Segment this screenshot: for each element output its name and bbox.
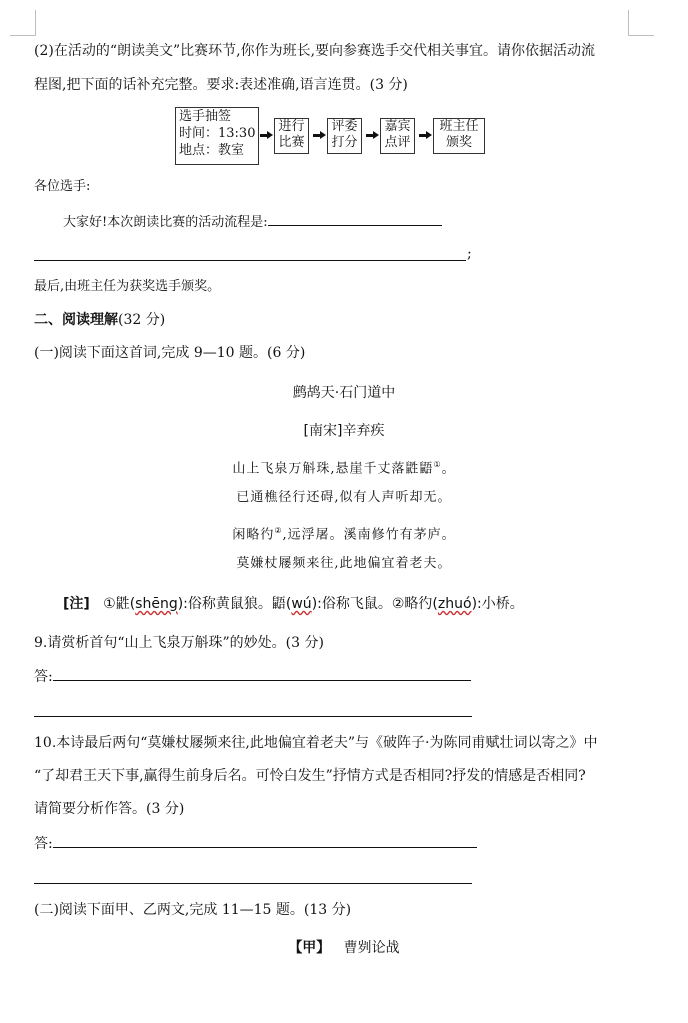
note-label: [注]: [63, 596, 90, 612]
flow-box-line: 进行: [278, 119, 305, 134]
q10-answer: [34, 833, 477, 854]
flow-box-draw-lots: [175, 107, 259, 165]
flow-box-line: 点评: [384, 135, 411, 150]
answer-blank[interactable]: [53, 833, 477, 848]
q10-question-line3: 请简要分析作答。(3 分): [34, 801, 185, 817]
q9-answer: [34, 666, 471, 687]
poem-author: [南宋]辛弃疾: [303, 423, 385, 439]
q2-instruction-line2: 程图,把下面的话补充完整。要求:表述准确,语言连贯。(3 分): [34, 77, 408, 93]
speech-intro: 大家好!本次朗读比赛的活动流程是:: [63, 215, 268, 230]
flow-box-line: 嘉宾: [384, 119, 411, 134]
flow-box-line: 颁奖: [445, 135, 472, 150]
poem-line-text: 山上飞泉万斛珠,悬崖千丈落鼪鼯: [232, 461, 434, 477]
answer-blank[interactable]: [268, 211, 442, 226]
flow-box-line: 时间：13:30: [179, 126, 256, 141]
section-heading: [34, 310, 165, 330]
passage-title-text: 曹刿论战: [343, 940, 400, 956]
poem-line: [0, 455, 688, 479]
poem-note: [63, 594, 524, 614]
q2-instruction-line1: (2)在活动的“朗读美文”比赛环节,你作为班长,要向参赛选手交代相关事宜。请你依据活动流: [34, 43, 596, 59]
part2-instruction: (二)阅读下面甲、乙两文,完成 11—15 题。(13 分): [34, 902, 352, 918]
note-pinyin: shēng: [135, 596, 178, 612]
speech-closing: 最后,由班主任为获奖选手颁奖。: [34, 279, 221, 294]
flow-arrow-icon: [260, 132, 272, 138]
poem-line-tail: 。: [441, 461, 456, 477]
note-text: ):俗称飞鼠。②略彴(: [311, 596, 438, 612]
note-text: ):小桥。: [471, 596, 524, 612]
page-corner-mark-left: [10, 10, 36, 36]
footnote-marker: ①: [433, 460, 442, 469]
flow-box-line: 班主任: [439, 119, 479, 134]
section-title: 二、阅读理解: [34, 312, 118, 328]
flow-arrow-icon: [419, 132, 431, 138]
speech-line-end: ;: [467, 246, 472, 262]
note-pinyin: zhuó: [437, 596, 472, 612]
flow-arrow-icon: [313, 132, 325, 138]
flow-arrow-icon: [366, 132, 378, 138]
poem-line-text: 莫嫌杖屦频来往,此地偏宜着老夫。: [236, 556, 452, 571]
answer-label: 答:: [34, 669, 53, 685]
answer-blank-line[interactable]: [34, 883, 472, 884]
passage-title: [0, 938, 688, 958]
flow-box-compete: [274, 118, 309, 154]
speech-intro-line: [63, 211, 442, 233]
flow-box-line: 地点：教室: [179, 143, 245, 158]
section-score: (32 分): [118, 312, 166, 328]
poem-line-tail: ,远浮屠。溪南修竹有茅庐。: [282, 527, 456, 543]
flow-box-line: 评委: [331, 119, 358, 134]
flow-box-line: 比赛: [278, 135, 305, 150]
flow-box-guest-comment: [380, 118, 415, 154]
poem-title: 鹧鸪天·石门道中: [292, 385, 396, 401]
poem-line: [0, 488, 688, 508]
answer-blank-line[interactable]: [34, 716, 472, 717]
answer-blank-line[interactable]: [34, 260, 466, 261]
poem-line-text: 闲略彴: [232, 527, 275, 543]
flow-box-line: 打分: [331, 135, 358, 150]
q10-question-line2: “了却君王天下事,赢得生前身后名。可怜白发生”抒情方式是否相同?抒发的情感是否相同?: [34, 768, 586, 784]
passage-tag: 【甲】: [288, 940, 331, 956]
note-text: ):俗称黄鼠狼。鼯(: [177, 596, 292, 612]
flow-box-line: 选手抽签: [179, 109, 232, 124]
q10-question-line1: 10.本诗最后两句“莫嫌杖屦频来往,此地偏宜着老夫”与《破阵子·为陈同甫赋壮词以寄之》中: [34, 735, 598, 751]
flow-box-judges-score: [327, 118, 362, 154]
speech-greeting: 各位选手:: [34, 179, 91, 194]
flow-box-award: [433, 118, 485, 154]
page-corner-mark-right: [628, 10, 654, 36]
poem-line-text: 已通樵径行还碍,似有人声听却无。: [236, 490, 452, 505]
answer-label: 答:: [34, 836, 53, 852]
poem-line: [0, 554, 688, 574]
note-pinyin: wú: [291, 596, 312, 612]
note-text: ①鼪(: [103, 596, 136, 612]
poem-line: [0, 521, 688, 545]
answer-blank[interactable]: [53, 666, 471, 681]
q9-question: 9.请赏析首句“山上飞泉万斛珠”的妙处。(3 分): [34, 635, 324, 651]
part1-instruction: (一)阅读下面这首词,完成 9—10 题。(6 分): [34, 345, 306, 361]
footnote-marker: ②: [274, 526, 283, 535]
